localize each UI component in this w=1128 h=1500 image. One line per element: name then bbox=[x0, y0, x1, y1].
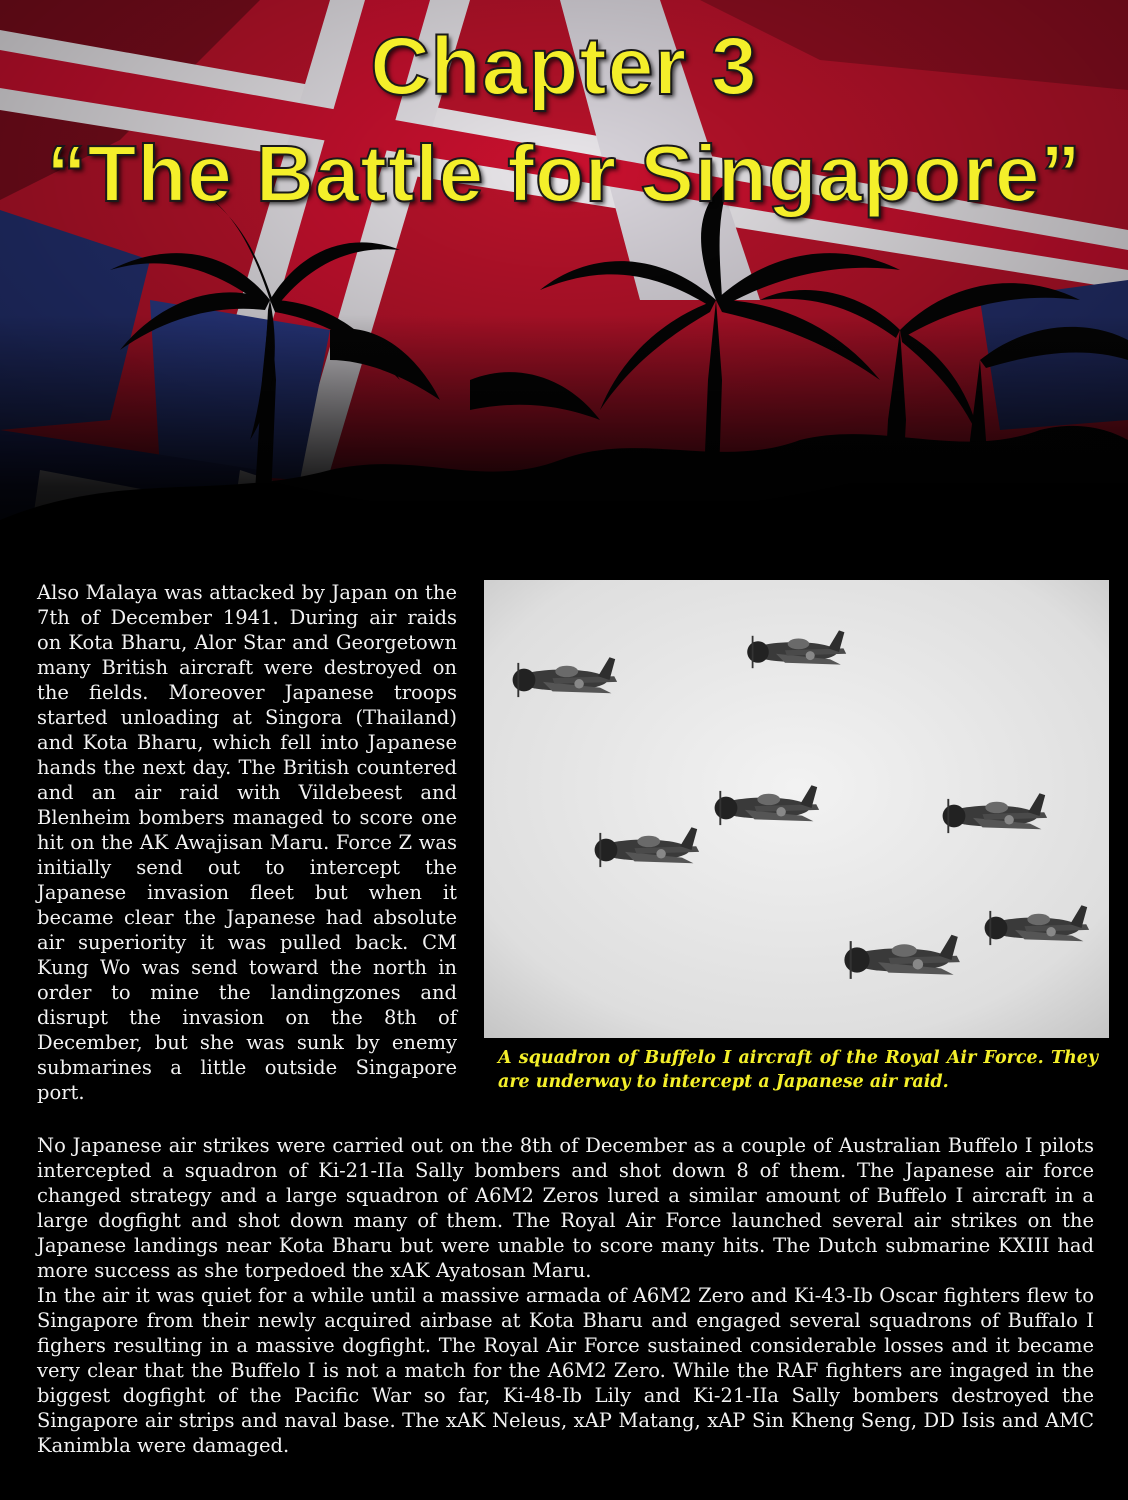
paragraph: In the air it was quiet for a while until a massive armada of A6M2 Zero and Ki-43-Ib Oscar fighters flew to Singapore from their newly acquired airbase at Kota Bharu and engaged several squadrons of Buffalo I fighers resulting in a massive dogfight. The Royal Air Force sustained considerable losses and it became very clear that the Buffelo I is not a match for the A6M2 Zero. While the RAF fighters are ingaged in the biggest dogfight of the Pacific War so far, Ki-48-Ib Lily and Ki-21-IIa Sally bombers destroyed the Singapore air strips and naval base. The xAK Neleus, xAP Matang, xAP Sin Kheng Seng, DD Isis and AMC Kanimbla were damaged. bbox=[37, 1284, 1094, 1457]
chapter-title: “The Battle for Singapore” bbox=[46, 129, 1082, 218]
intro-paragraph: Also Malaya was attacked by Japan on the 7th of December 1941. During air raids on Kota Bharu, Alor Star and Georgetown many British aircraft were destroyed on the fields. Moreover Japanese troops started unloading at Singora (Thailand) and Kota Bharu, which fell into Japanese hands the next day. The British countered and an air raid with Vildebeest and Blenheim bombers managed to score one hit on the AK Awajisan Maru. Force Z was initially send out to intercept the Japanese invasion fleet but when it became clear the Japanese had absolute air superiority it was pulled back. CM Kung Wo was send toward the north in order to mine the landingzones and disrupt the invasion on the 8th of December, but she was sunk by enemy submarines a little outside Singapore port. bbox=[37, 581, 457, 1104]
chapter-number: Chapter 3 bbox=[370, 21, 758, 112]
buffalo-squadron-photo bbox=[484, 580, 1109, 1038]
paragraph: No Japanese air strikes were carried out on the 8th of December as a couple of Australian Buffelo I pilots intercepted a squadron of Ki-21-IIa Sally bombers and shot down 8 of them. The Japanese air force changed strategy and a large squadron of A6M2 Zeros lured a similar amount of Buffelo I aircraft in a large dogfight and shot down many of them. The Royal Air Force launched several air strikes on the Japanese landings near Kota Bharu but were unable to score many hits. The Dutch submarine KXIII had more success as she torpedoed the xAK Ayatosan Maru. bbox=[37, 1134, 1094, 1282]
chapter-banner bbox=[0, 0, 1128, 572]
photo-caption: A squadron of Buffelo I aircraft of the Royal Air Force. They are underway to intercept a Japanese air raid. bbox=[498, 1048, 1098, 1092]
body-text bbox=[37, 1133, 1094, 1458]
